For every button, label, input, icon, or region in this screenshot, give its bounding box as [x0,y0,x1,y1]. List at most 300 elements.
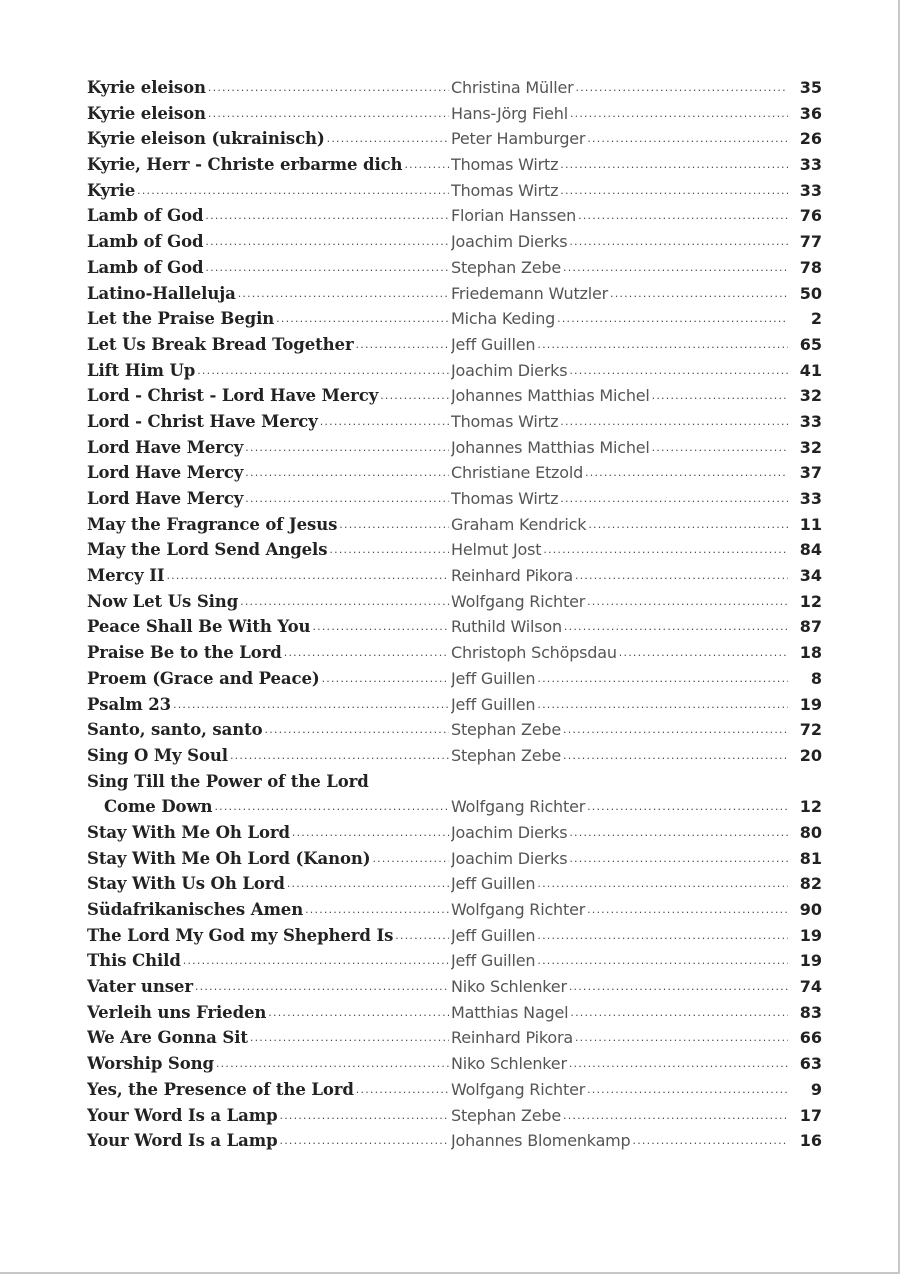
index-entry [87,332,822,358]
song-author: Johannes Matthias Michel [451,437,650,457]
index-entry [87,640,822,666]
dot-leader [567,1051,788,1077]
dot-leader [278,1103,449,1129]
song-title: Latino-Halleluja [87,283,236,303]
dot-leader [228,743,449,769]
index-entry [87,948,822,974]
page-number: 37 [799,463,822,483]
song-title: Let Us Break Bread Together [87,334,354,354]
page-number: 41 [799,360,822,380]
page-number: 76 [799,206,822,226]
index-entry [87,743,822,769]
author-column [451,460,788,486]
page-number: 9 [810,1079,822,1099]
song-title: May the Fragrance of Jesus [87,514,338,534]
index-entry [87,409,822,435]
author-column [451,358,788,384]
song-title: We Are Gonna Sit [87,1028,248,1048]
title-column [87,1051,449,1077]
song-author: Joachim Dierks [451,848,568,868]
author-column [451,1025,788,1051]
song-title: Sing O My Soul [87,745,228,765]
index-entry [87,152,822,178]
song-author: Johannes Matthias Michel [451,386,650,406]
dot-leader [573,563,788,589]
song-author: Thomas Wirtz [451,489,559,508]
index-entry [87,358,822,384]
page-number: 32 [799,437,822,457]
page-number: 11 [799,514,822,534]
song-author: Niko Schlenker [451,977,567,997]
author-column [451,1103,788,1129]
author-column [451,1128,788,1154]
dot-leader [568,101,788,127]
dot-leader [617,640,788,666]
dot-leader [290,820,449,846]
title-column [87,178,449,204]
page-number: 26 [799,129,822,149]
song-title: Worship Song [87,1054,214,1074]
author-column [451,614,788,640]
dot-leader [274,306,449,332]
title-column [87,640,449,666]
index-entry [87,820,822,846]
song-title: Psalm 23 [87,694,172,714]
author-column [451,255,788,281]
dot-leader [378,383,449,409]
title-column [87,383,449,409]
dot-leader [586,512,788,538]
author-column [451,897,788,923]
title-column [87,563,449,589]
index-entry [87,1077,822,1103]
author-column [451,846,788,872]
dot-leader [608,281,788,307]
author-column [451,126,788,152]
dot-leader [650,435,788,461]
song-index-list [87,75,822,1154]
song-title: Vater unser [87,977,193,997]
page-number: 83 [799,1002,822,1022]
song-author: Joachim Dierks [451,822,568,842]
song-title: Lord Have Mercy [87,489,244,508]
song-title: Your Word Is a Lamp [87,1131,278,1151]
index-entry [87,871,822,897]
page-number: 84 [799,540,822,560]
song-author: Wolfgang Richter [451,1079,586,1099]
dot-leader [266,1000,449,1026]
author-column [451,306,788,332]
index-entry [87,974,822,1000]
index-entry [87,126,822,152]
song-author: Thomas Wirtz [451,155,559,175]
index-entry [87,1000,822,1026]
page-number: 33 [799,489,822,508]
title-column [87,948,449,974]
page-number: 19 [799,951,822,971]
song-author: Ruthild Wilson [451,617,562,637]
page-number: 18 [799,643,822,663]
song-author: Stephan Zebe [451,1105,562,1125]
dot-leader [535,923,788,949]
index-entry [87,923,822,949]
song-title: Kyrie eleison [87,103,206,123]
index-entry [87,1128,822,1154]
dot-leader [561,743,788,769]
title-column [87,897,449,923]
dot-leader [585,589,788,615]
title-column [87,435,449,461]
song-title: Peace Shall Be With You [87,617,311,637]
dot-leader [558,178,788,204]
dot-leader [248,1025,449,1051]
dot-leader [164,563,449,589]
page-number: 33 [799,155,822,175]
dot-leader [567,820,788,846]
dot-leader [541,537,788,563]
song-title: Come Down [104,797,213,817]
index-entry [87,75,822,101]
author-column [451,178,788,204]
page-number: 17 [799,1105,822,1125]
index-entry [87,178,822,204]
dot-leader [585,794,788,820]
song-author: Hans-Jörg Fiehl [451,103,568,123]
song-title: Lord - Christ - Lord Have Mercy [87,386,379,406]
title-column [87,666,449,692]
dot-leader [325,126,449,152]
song-title: Kyrie, Herr - Christe erbarme dich [87,155,403,175]
dot-leader [561,1103,788,1129]
title-column [87,794,449,820]
page-number: 90 [799,900,822,919]
author-column [451,871,788,897]
dot-leader [558,486,788,512]
dot-leader [573,1025,788,1051]
author-column [451,332,788,358]
page-number: 12 [799,591,822,611]
dot-leader [193,974,449,1000]
index-entry [87,1051,822,1077]
song-title: Kyrie [87,180,136,200]
song-title: Santo, santo, santo [87,720,263,740]
page-number: 19 [799,925,822,945]
title-column [87,203,449,229]
song-title: Now Let Us Sing [87,591,239,611]
title-column [87,820,449,846]
page-number: 74 [799,977,822,997]
index-entry [87,846,822,872]
song-title: Südafrikanisches Amen [87,900,304,919]
dot-leader [181,948,449,974]
song-author: Jeff Guillen [451,951,536,971]
author-column [451,743,788,769]
title-column [87,101,449,127]
page-number: 72 [799,720,822,740]
song-author: Thomas Wirtz [451,411,559,431]
song-title: Stay With Me Oh Lord (Kanon) [87,848,371,868]
dot-leader [337,512,449,538]
dot-leader [243,486,449,512]
index-entry [87,203,822,229]
index-entry [87,435,822,461]
index-entry [87,794,822,820]
title-column [87,614,449,640]
dot-leader [354,1077,449,1103]
title-column [87,769,449,795]
index-entry [87,306,822,332]
title-column [87,537,449,563]
title-column [87,358,449,384]
index-entry [87,614,822,640]
dot-leader [135,178,449,204]
page-number: 81 [799,848,822,868]
author-column [451,383,788,409]
song-title: Lamb of God [87,232,204,252]
song-title: Proem (Grace and Peace) [87,668,320,688]
song-author: Stephan Zebe [451,720,562,740]
page-number: 66 [799,1028,822,1048]
author-column [451,717,788,743]
song-author: Reinhard Pikora [451,566,573,586]
song-title: Praise Be to the Lord [87,643,282,663]
dot-leader [568,1000,788,1026]
title-column [87,126,449,152]
author-column [451,152,788,178]
dot-leader [393,923,449,949]
song-author: Reinhard Pikora [451,1028,573,1048]
page-number: 2 [810,309,822,329]
title-column [87,846,449,872]
dot-leader [203,255,449,281]
song-title: Yes, the Presence of the Lord [87,1079,354,1099]
page-number: 80 [799,822,822,842]
dot-leader [583,460,788,486]
author-column [451,794,788,820]
song-author: Helmut Jost [451,540,542,560]
dot-leader [282,640,449,666]
dot-leader [203,229,449,255]
song-title: The Lord My God my Shepherd Is [87,925,394,945]
song-author: Jeff Guillen [451,334,536,354]
dot-leader [535,666,788,692]
dot-leader [278,1128,449,1154]
title-column [87,923,449,949]
page-number: 33 [799,180,822,200]
index-entry [87,383,822,409]
song-author: Niko Schlenker [451,1054,567,1074]
dot-leader [631,1128,788,1154]
dot-leader [573,75,788,101]
index-entry [87,1025,822,1051]
dot-leader [214,1051,449,1077]
song-title: Lift Him Up [87,360,196,380]
title-column [87,229,449,255]
author-column [451,435,788,461]
author-column [451,640,788,666]
dot-leader [558,409,788,435]
page-number: 34 [799,566,822,586]
title-column [87,512,449,538]
title-column [87,589,449,615]
dot-leader [567,846,788,872]
dot-leader [236,281,449,307]
page-number: 35 [799,78,822,97]
dot-leader [585,1077,788,1103]
index-entry [87,537,822,563]
author-column [451,820,788,846]
song-author: Joachim Dierks [451,232,568,252]
title-column [87,1128,449,1154]
song-author: Jeff Guillen [451,694,536,714]
dot-leader [576,203,788,229]
dot-leader [562,614,788,640]
song-author: Christiane Etzold [451,463,584,483]
song-title: Kyrie eleison [87,78,206,97]
author-column [451,974,788,1000]
author-column [451,486,788,512]
dot-leader [206,75,449,101]
index-entry [87,101,822,127]
author-column [451,589,788,615]
dot-leader [263,717,449,743]
title-column [87,717,449,743]
dot-leader [171,692,449,718]
index-entry [87,692,822,718]
title-column [87,692,449,718]
page-number: 20 [799,745,822,765]
song-author: Jeff Guillen [451,668,536,688]
song-title: Kyrie eleison (ukrainisch) [87,129,325,149]
song-title: Stay With Me Oh Lord [87,822,290,842]
dot-leader [318,409,449,435]
index-entry [87,460,822,486]
dot-leader [558,152,788,178]
author-column [451,1077,788,1103]
song-author: Thomas Wirtz [451,180,559,200]
song-author: Stephan Zebe [451,257,562,277]
song-author: Jeff Guillen [451,925,536,945]
song-title: Let the Praise Begin [87,309,275,329]
page-number: 19 [799,694,822,714]
song-author: Jeff Guillen [451,874,536,894]
title-column [87,255,449,281]
dot-leader [310,614,449,640]
dot-leader [303,897,449,923]
song-author: Johannes Blomenkamp [451,1131,631,1151]
song-author: Christoph Schöpsdau [451,643,617,663]
title-column [87,974,449,1000]
dot-leader [650,383,788,409]
page-number: 12 [799,797,822,817]
song-author: Wolfgang Richter [451,900,586,919]
author-column [451,537,788,563]
author-column [451,923,788,949]
dot-leader [320,666,449,692]
title-column [87,75,449,101]
dot-leader [354,332,449,358]
title-column [87,486,449,512]
author-column [451,1000,788,1026]
dot-leader [585,897,788,923]
dot-leader [195,358,449,384]
dot-leader [203,203,449,229]
page-number: 50 [799,283,822,303]
title-column [87,409,449,435]
index-entry [87,666,822,692]
song-author: Micha Keding [451,309,556,329]
dot-leader [402,152,449,178]
author-column [451,692,788,718]
dot-leader [243,460,449,486]
title-column [87,460,449,486]
dot-leader [212,794,449,820]
author-column [451,75,788,101]
song-title: May the Lord Send Angels [87,540,328,560]
song-author: Wolfgang Richter [451,797,586,817]
dot-leader [206,101,449,127]
page-number: 77 [799,232,822,252]
index-entry [87,1103,822,1129]
song-title: This Child [87,951,181,971]
index-entry [87,897,822,923]
dot-leader [535,692,788,718]
song-title: Stay With Us Oh Lord [87,874,285,894]
song-title: Lord Have Mercy [87,463,244,483]
title-column [87,281,449,307]
index-entry [87,486,822,512]
dot-leader [567,229,788,255]
dot-leader [585,126,788,152]
index-entry [87,717,822,743]
author-column [451,101,788,127]
song-author: Wolfgang Richter [451,591,586,611]
title-column [87,306,449,332]
author-column [451,948,788,974]
song-title: Mercy II [87,566,165,586]
dot-leader [285,871,449,897]
song-title: Lord Have Mercy [87,437,244,457]
song-title: Your Word Is a Lamp [87,1105,278,1125]
song-title: Lamb of God [87,257,204,277]
dot-leader [327,537,449,563]
index-entry [87,229,822,255]
dot-leader [567,358,788,384]
author-column [451,229,788,255]
page-number: 65 [799,334,822,354]
dot-leader [238,589,449,615]
index-entry [87,512,822,538]
index-entry [87,563,822,589]
dot-leader [555,306,788,332]
author-column [451,203,788,229]
page-number: 63 [799,1054,822,1074]
index-entry [87,589,822,615]
dot-leader [535,948,788,974]
title-column [87,1077,449,1103]
page-number: 36 [799,103,822,123]
dot-leader [561,717,788,743]
dot-leader [535,871,788,897]
song-title: Verleih uns Frieden [87,1002,267,1022]
page-number: 33 [799,411,822,431]
song-author: Stephan Zebe [451,745,562,765]
song-title: Lamb of God [87,206,204,226]
author-column [451,281,788,307]
index-entry [87,281,822,307]
dot-leader [370,846,449,872]
dot-leader [243,435,449,461]
